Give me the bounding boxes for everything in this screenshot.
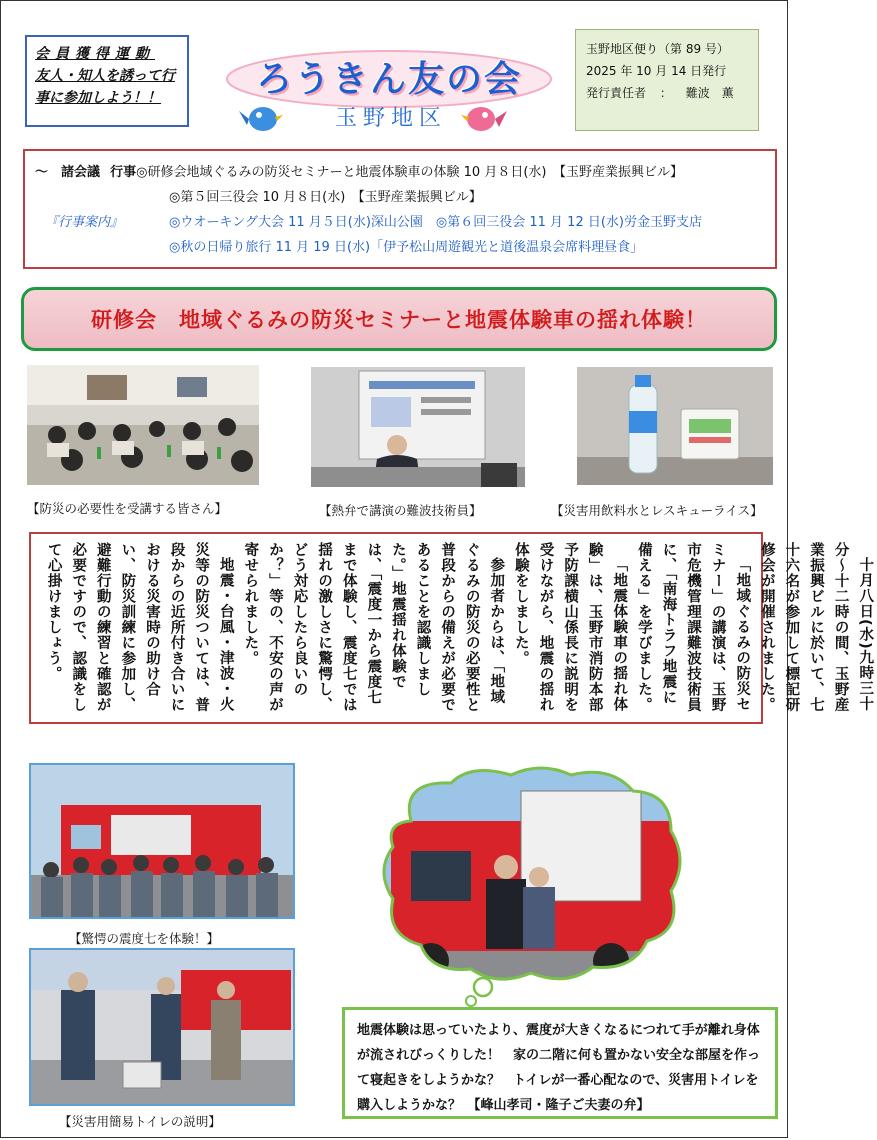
recruit-line1: 会員獲得運動	[35, 46, 155, 62]
events-prefix: ～ 諸会議	[35, 165, 101, 180]
event-item-1: ◎研修会地域ぐるみの防災セミナーと地震体験車の体験 10 月８日(水) 【玉野産業振興ビル】	[136, 165, 683, 180]
caption-speaker: 【熱弁で講演の難波技術員】	[319, 503, 482, 518]
article-paragraph-2: 「地域ぐるみの防災セミナー」の講演は、玉野市危機管理課難波技術員に、「南海トラフ地震に備える」を学びました。	[635, 542, 751, 713]
article-paragraph-5: 地震・台風・津波・火災等の防災ついては、普段からの近所付き合いにおける災害時の助け合い、防災訓練に参加し、避難行動の練習と確認が必要ですので、認識をして心掛けましょう。	[45, 542, 234, 713]
supplies-photo-image	[577, 367, 773, 485]
photo-toilet-demo	[29, 948, 295, 1106]
photo-supplies	[577, 367, 773, 485]
comment-box	[342, 1007, 778, 1119]
issue-number: 玉野地区便り（第 89 号）	[586, 42, 729, 56]
photo-couple-bubble	[371, 761, 691, 1007]
audience-photo-image	[27, 365, 259, 485]
article-box	[29, 532, 874, 724]
editor-line	[586, 82, 748, 104]
events-box	[23, 149, 777, 269]
photo-audience	[27, 365, 259, 485]
event-item-2: ◎第５回三役会 10 月８日(水) 【玉野産業振興ビル】	[169, 190, 482, 205]
headline-banner	[21, 287, 777, 351]
issue-info-box	[575, 29, 759, 131]
quake-truck-photo-image	[31, 765, 293, 917]
photo-quake-truck	[29, 763, 295, 919]
recruit-line2: 友人・知人を誘って行	[35, 68, 175, 84]
editor-separator: ：	[659, 86, 672, 100]
photo-speaker	[311, 367, 525, 487]
events-label: 行事	[110, 165, 137, 180]
headline-text: 研修会 地域ぐるみの防災セミナーと地震体験車の揺れ体験！	[91, 308, 707, 332]
article-paragraph-3: 「地震体験車の揺れ体験」は、玉野市消防本部予防課横山係長に説明を受けながら、地震の揺れ体験をしました。	[512, 542, 628, 713]
article-paragraph-4: 参加者からは、「地域ぐるみの防災の必要性と普段からの備えが必要であることを認識しました。」地震揺れ体験では、「震度一から震度七まで体験し、震度七では揺れの激しさに驚愕し、どう対応したら良いのか？」等の、不安の声が寄せられました。	[242, 542, 505, 713]
logo-title: ろうきん友の会	[255, 59, 522, 100]
recruitment-box	[25, 35, 189, 127]
event-item-3: ◎ウオーキング大会 11 月５日(水)深山公園 ◎第６回三役会 11 月 12 日(水)労金玉野支店	[169, 215, 703, 230]
event-row-1	[35, 161, 683, 180]
blue-bird-icon	[239, 107, 283, 131]
recruit-line3: 事に参加しよう！！	[35, 90, 161, 106]
editor-label: 発行責任者	[586, 86, 647, 100]
logo-subtitle: 玉野地区	[334, 106, 447, 131]
caption-quake-truck: 【驚愕の震度七を体験！】	[69, 931, 220, 946]
article-paragraph-1: 十月八日(水)九時三十分～十二時の間、玉野産業振興ビルに於いて、七十六名が参加して標記研修会が開催されました。	[758, 542, 874, 713]
comment-text: 地震体験は思っていたより、震度が大きくなるにつれて手が離れ身体が流されびっくりした！ 家の二階に何も置かない安全な部屋を作って寝起きをしようかな？ トイレが一番心配なので、災害用トイレを購入しようかな？ 【峰山孝司・隆子ご夫妻の弁】	[357, 1023, 761, 1113]
speaker-photo-image	[311, 367, 525, 487]
guide-label: 『行事案内』	[45, 215, 124, 230]
caption-audience: 【防災の必要性を受講する皆さん】	[27, 501, 228, 516]
event-item-4: ◎秋の日帰り旅行 11 月 19 日(水)「伊予松山周遊観光と道後温泉会席料理昼食」	[169, 240, 644, 255]
editor-name: 難波 薫	[685, 86, 734, 100]
article-text	[41, 542, 877, 716]
caption-supplies: 【災害用飲料水とレスキューライス】	[551, 503, 763, 518]
caption-toilet-demo: 【災害用簡易トイレの説明】	[59, 1114, 221, 1129]
toilet-demo-photo-image	[31, 950, 293, 1104]
issue-date: 2025 年 10 月 14 日発行	[586, 64, 727, 78]
